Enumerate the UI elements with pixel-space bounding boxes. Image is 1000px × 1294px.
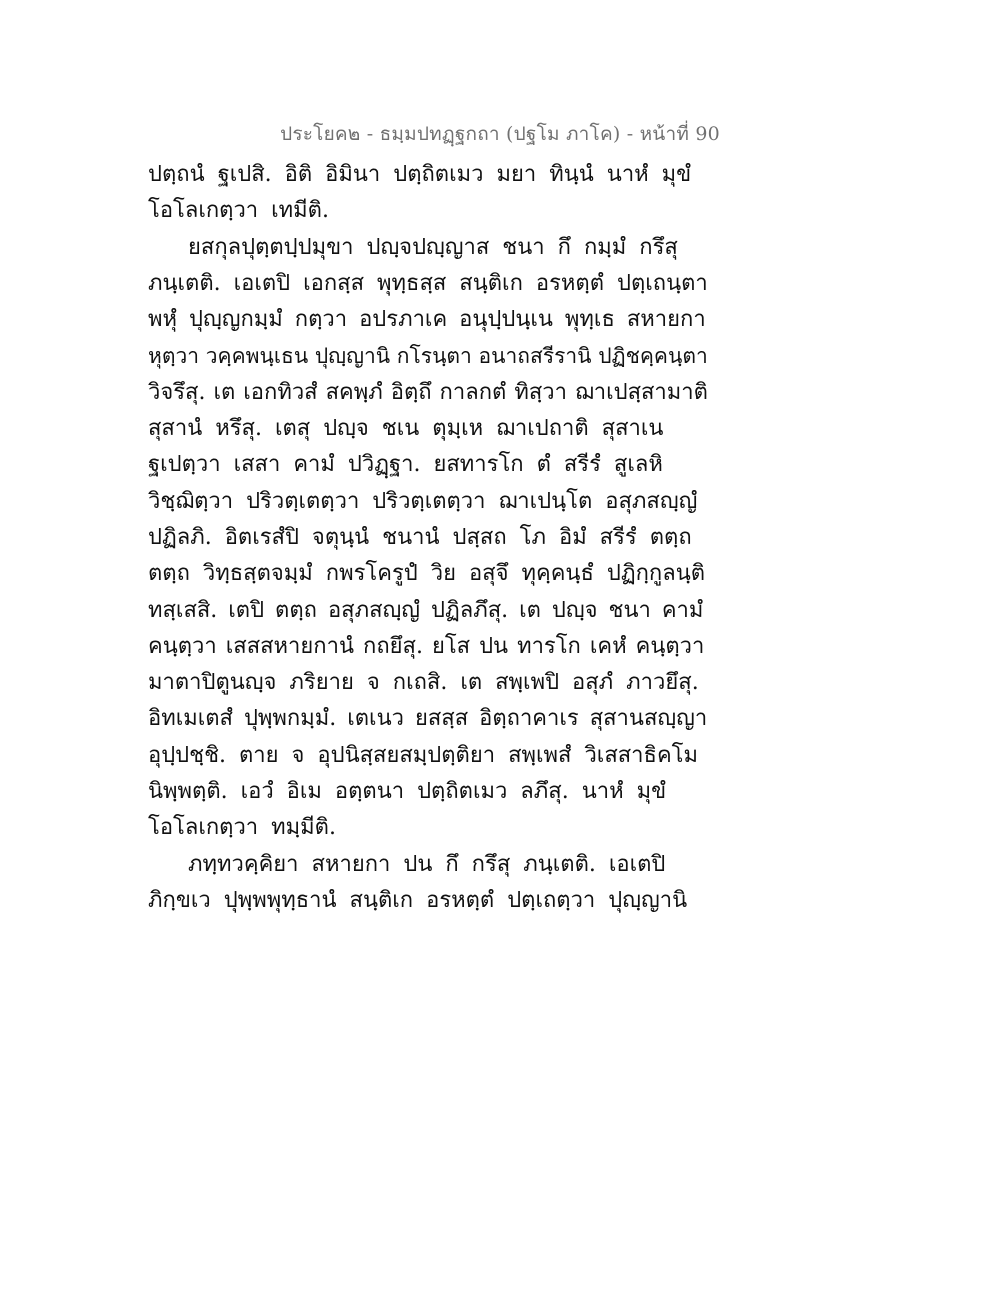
- text-line: พหุํ ปุญฺญกมฺมํ กตฺวา อปรภาเค อนุปฺปนฺเน พุทฺเธ สหายกา: [148, 307, 706, 333]
- text-line: มาตาปิตูนญฺจ ภริยาย จ กเถสิ. เต สพฺเพปิ อสุภํ ภาวยึสุ.: [148, 670, 699, 696]
- text-line: ฐเปตฺวา เสสา คามํ ปวิฏฺฐา. ยสทารโก ตํ สรีรํ สูเลหิ: [148, 452, 663, 478]
- text-line: โอโลเกตฺวา เทมีติ.: [148, 198, 329, 224]
- text-line: นิพฺพตฺติ. เอวํ อิเม อตฺตนา ปตฺถิตเมว ลภึสุ. นาหํ มุขํ: [148, 779, 667, 805]
- text-line: ตตฺถ วิทฺธสฺตจมฺมํ กพรโครูปํ วิย อสุจึ ทุคฺคนฺธํ ปฏิกฺกูลนฺติ: [148, 561, 706, 587]
- body-text: [148, 157, 708, 919]
- text-line: อิทเมเตสํ ปุพฺพกมฺมํ. เตเนว ยสสฺส อิตฺถาคาเร สุสานสญฺญา: [148, 706, 708, 732]
- text-line: ภิกฺขเว ปุพฺพพุทฺธานํ สนฺติเก อรหตฺตํ ปตฺเถตฺวา ปุญฺญานิ: [148, 887, 688, 913]
- text-line: วิชฺฌิตฺวา ปริวตฺเตตฺวา ปริวตฺเตตฺวา ฌาเปนฺโต อสุภสญฺญํ: [148, 488, 698, 514]
- page-header: ประโยค๒ - ธมฺมปทฏฺฐกถา (ปฐโม ภาโค) - หน้าที่ 90: [280, 123, 720, 145]
- text-line: ปตฺถนํ ฐเปสิ. อิติ อิมินา ปตฺถิตเมว มยา ทินฺนํ นาหํ มุขํ: [148, 162, 692, 187]
- text-line: หุตฺวา วคฺคพนฺเธน ปุญฺญานิ กโรนฺตา อนาถสรีรานิ ปฏิชคฺคนฺตา: [148, 344, 708, 369]
- text-line: อุปฺปชฺชิ. ตาย จ อุปนิสฺสยสมฺปตฺติยา สพฺเพสํ วิเสสาธิคโม: [148, 742, 698, 768]
- text-line: ทสฺเสสิ. เตปิ ตตฺถ อสุภสญฺญํ ปฏิลภึสุ. เต ปญฺจ ชนา คามํ: [148, 597, 704, 623]
- paragraph-start-line: ภทฺทวคฺคิยา สหายกา ปน กึ กรึสุ ภนฺเตติ. เอเตปิ: [188, 851, 666, 877]
- text-line: คนฺตฺวา เสสสหายกานํ กถยึสุ. ยโส ปน ทารโก เคหํ คนฺตฺวา: [148, 633, 705, 659]
- text-line: วิจรึสุ. เต เอกทิวสํ สคพฺภํ อิตฺถึ กาลกตํ ทิสฺวา ฌาเปสฺสามาติ: [148, 379, 708, 405]
- text-line: โอโลเกตฺวา ทมฺมีติ.: [148, 815, 336, 841]
- text-line: ภนฺเตติ. เอเตปิ เอกสฺส พุทฺธสฺส สนฺติเก อรหตฺตํ ปตฺเถนฺตา: [148, 270, 708, 296]
- text-line: สุสานํ หรึสุ. เตสุ ปญฺจ ชเน ตุมฺเห ฌาเปถาติ สุสาเน: [148, 416, 664, 442]
- text-line: ปฏิลภิ. อิตเรสํปิ จตุนฺนํ ชนานํ ปสฺสถ โภ อิมํ สรีรํ ตตฺถ: [148, 524, 692, 550]
- paragraph-start-line: ยสกุลปุตฺตปฺปมุขา ปญฺจปญฺญาส ชนา กึ กมฺมํ กรึสุ: [188, 234, 678, 260]
